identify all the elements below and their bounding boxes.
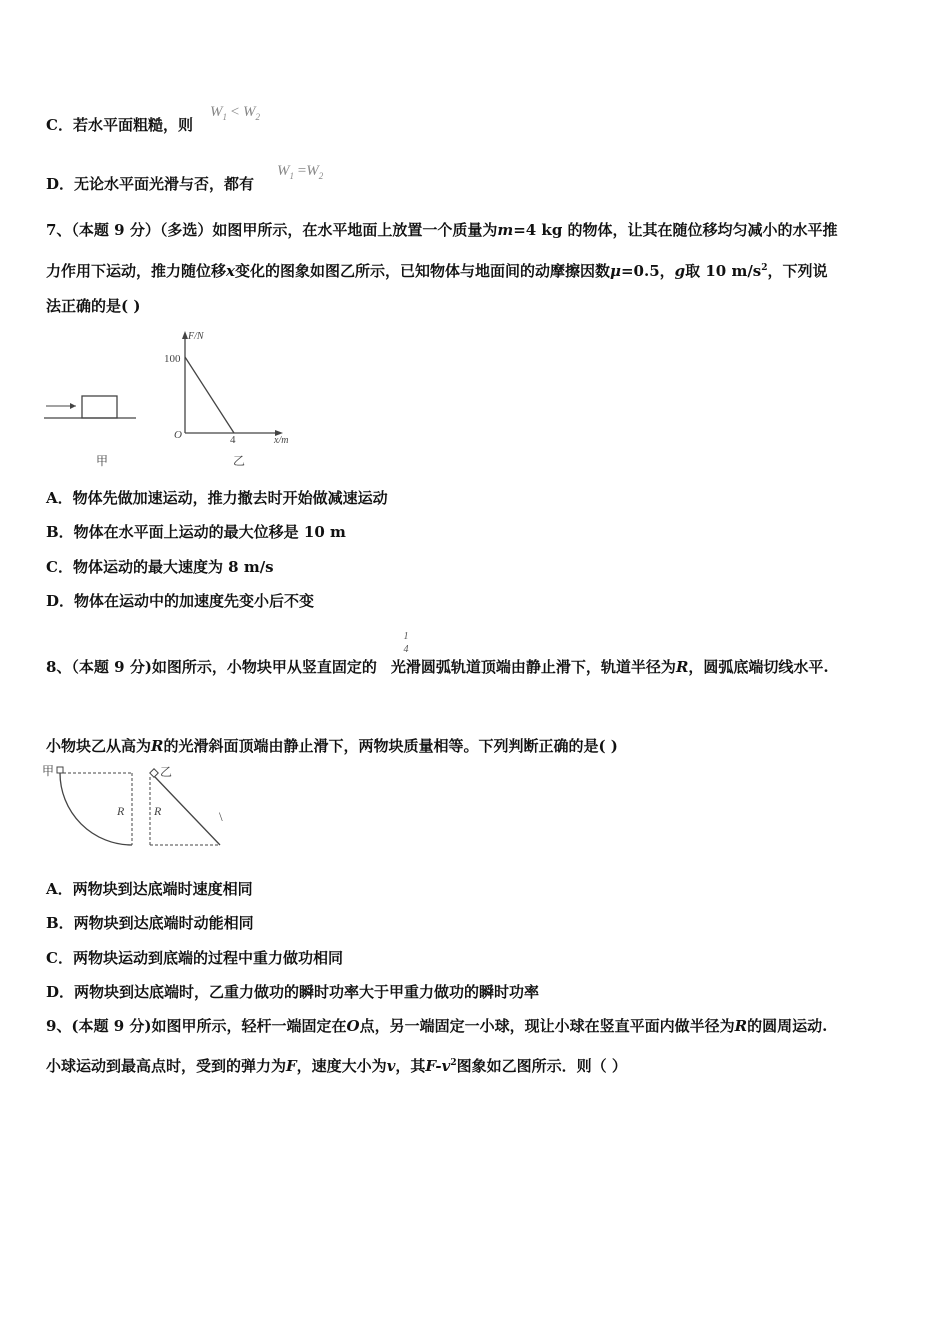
q8-fraction: 1 4 [403,631,409,655]
origin-label: O [174,429,182,441]
q7-option-b: B．物体在水平面上运动的最大位移是 10 m [46,523,346,541]
q7-option-c: C．物体运动的最大速度为 8 m/s [46,558,274,576]
q7-stem-line1: 7、（本题 9 分）（多选）如图甲所示，在水平地面上放置一个质量为m=4 kg 的物体，让其在随位移均匀减小的水平推 [46,221,838,239]
q7-stem-line3: 法正确的是( ) [46,297,141,315]
q9-stem-line2: 小球运动到最高点时，受到的弹力为F，速度大小为v，其$F-v^2$图象如乙图所示．则（ ） [46,1057,627,1075]
q6-option-c-formula: $W_1 < W_2$ [210,104,260,122]
q6-option-c-text: C．若水平面粗糙，则 [46,116,193,134]
q7-option-d: D．物体在运动中的加速度先变小后不变 [46,592,315,610]
q7-stem-line2: 力作用下运动，推力随位移x变化的图象如图乙所示，已知物体与地面间的动摩擦因数μ=0.5，g取 10 $m/s^2$，下列说 [46,262,828,280]
q8-option-a: A．两物块到达底端时速度相同 [46,880,253,898]
x-tick-4: 4 [230,434,236,446]
q8-stem-line1: 8、（本题 9 分)如图所示，小物块甲从竖直固定的 光滑圆弧轨道顶端由静止滑下，轨道半径为R，圆弧底端切线水平. [46,658,829,676]
y-tick-100: 100 [164,353,181,365]
block-jia [57,767,63,773]
incline [155,777,220,845]
figure-label-jia: 甲 [96,454,109,468]
q7-figure [40,325,310,475]
q8-figure [40,762,240,854]
q8-option-b: B．两物块到达底端时动能相同 [46,914,254,932]
stray-mark: \ [219,809,223,824]
x-axis-label: x/m [274,435,289,446]
q8-option-c: C．两物块运动到底端的过程中重力做功相同 [46,949,343,967]
label-jia: 甲 [42,764,55,778]
y-axis-label: F/N [188,331,204,342]
q6-option-d-formula: $W_1 =W_2$ [277,163,324,181]
q6-option-c [46,115,193,135]
label-yi: 乙 [160,765,173,779]
q6-option-d [46,174,254,194]
block-yi [150,769,158,777]
q9-stem-line1: 9、(本题 9 分)如图甲所示，轻杆一端固定在O点，另一端固定一小球，现让小球在竖直平面内做半径为R的圆周运动. [46,1017,828,1035]
push-arrow-head [70,403,76,409]
figure-label-yi: 乙 [233,454,246,468]
q8-option-d: D．两物块到达底端时，乙重力做功的瞬时功率大于甲重力做功的瞬时功率 [46,983,540,1001]
q6-option-d-text: D．无论水平面光滑与否，都有 [46,175,255,193]
label-R1: R [117,804,125,818]
block [82,396,117,418]
q7-option-a: A．物体先做加速运动，推力撤去时开始做减速运动 [46,489,388,507]
q8-stem-line2: 小物块乙从高为R的光滑斜面顶端由静止滑下，两物块质量相等。下列判断正确的是( ) [46,737,618,755]
label-R2: R [154,804,162,818]
force-line [185,357,234,433]
